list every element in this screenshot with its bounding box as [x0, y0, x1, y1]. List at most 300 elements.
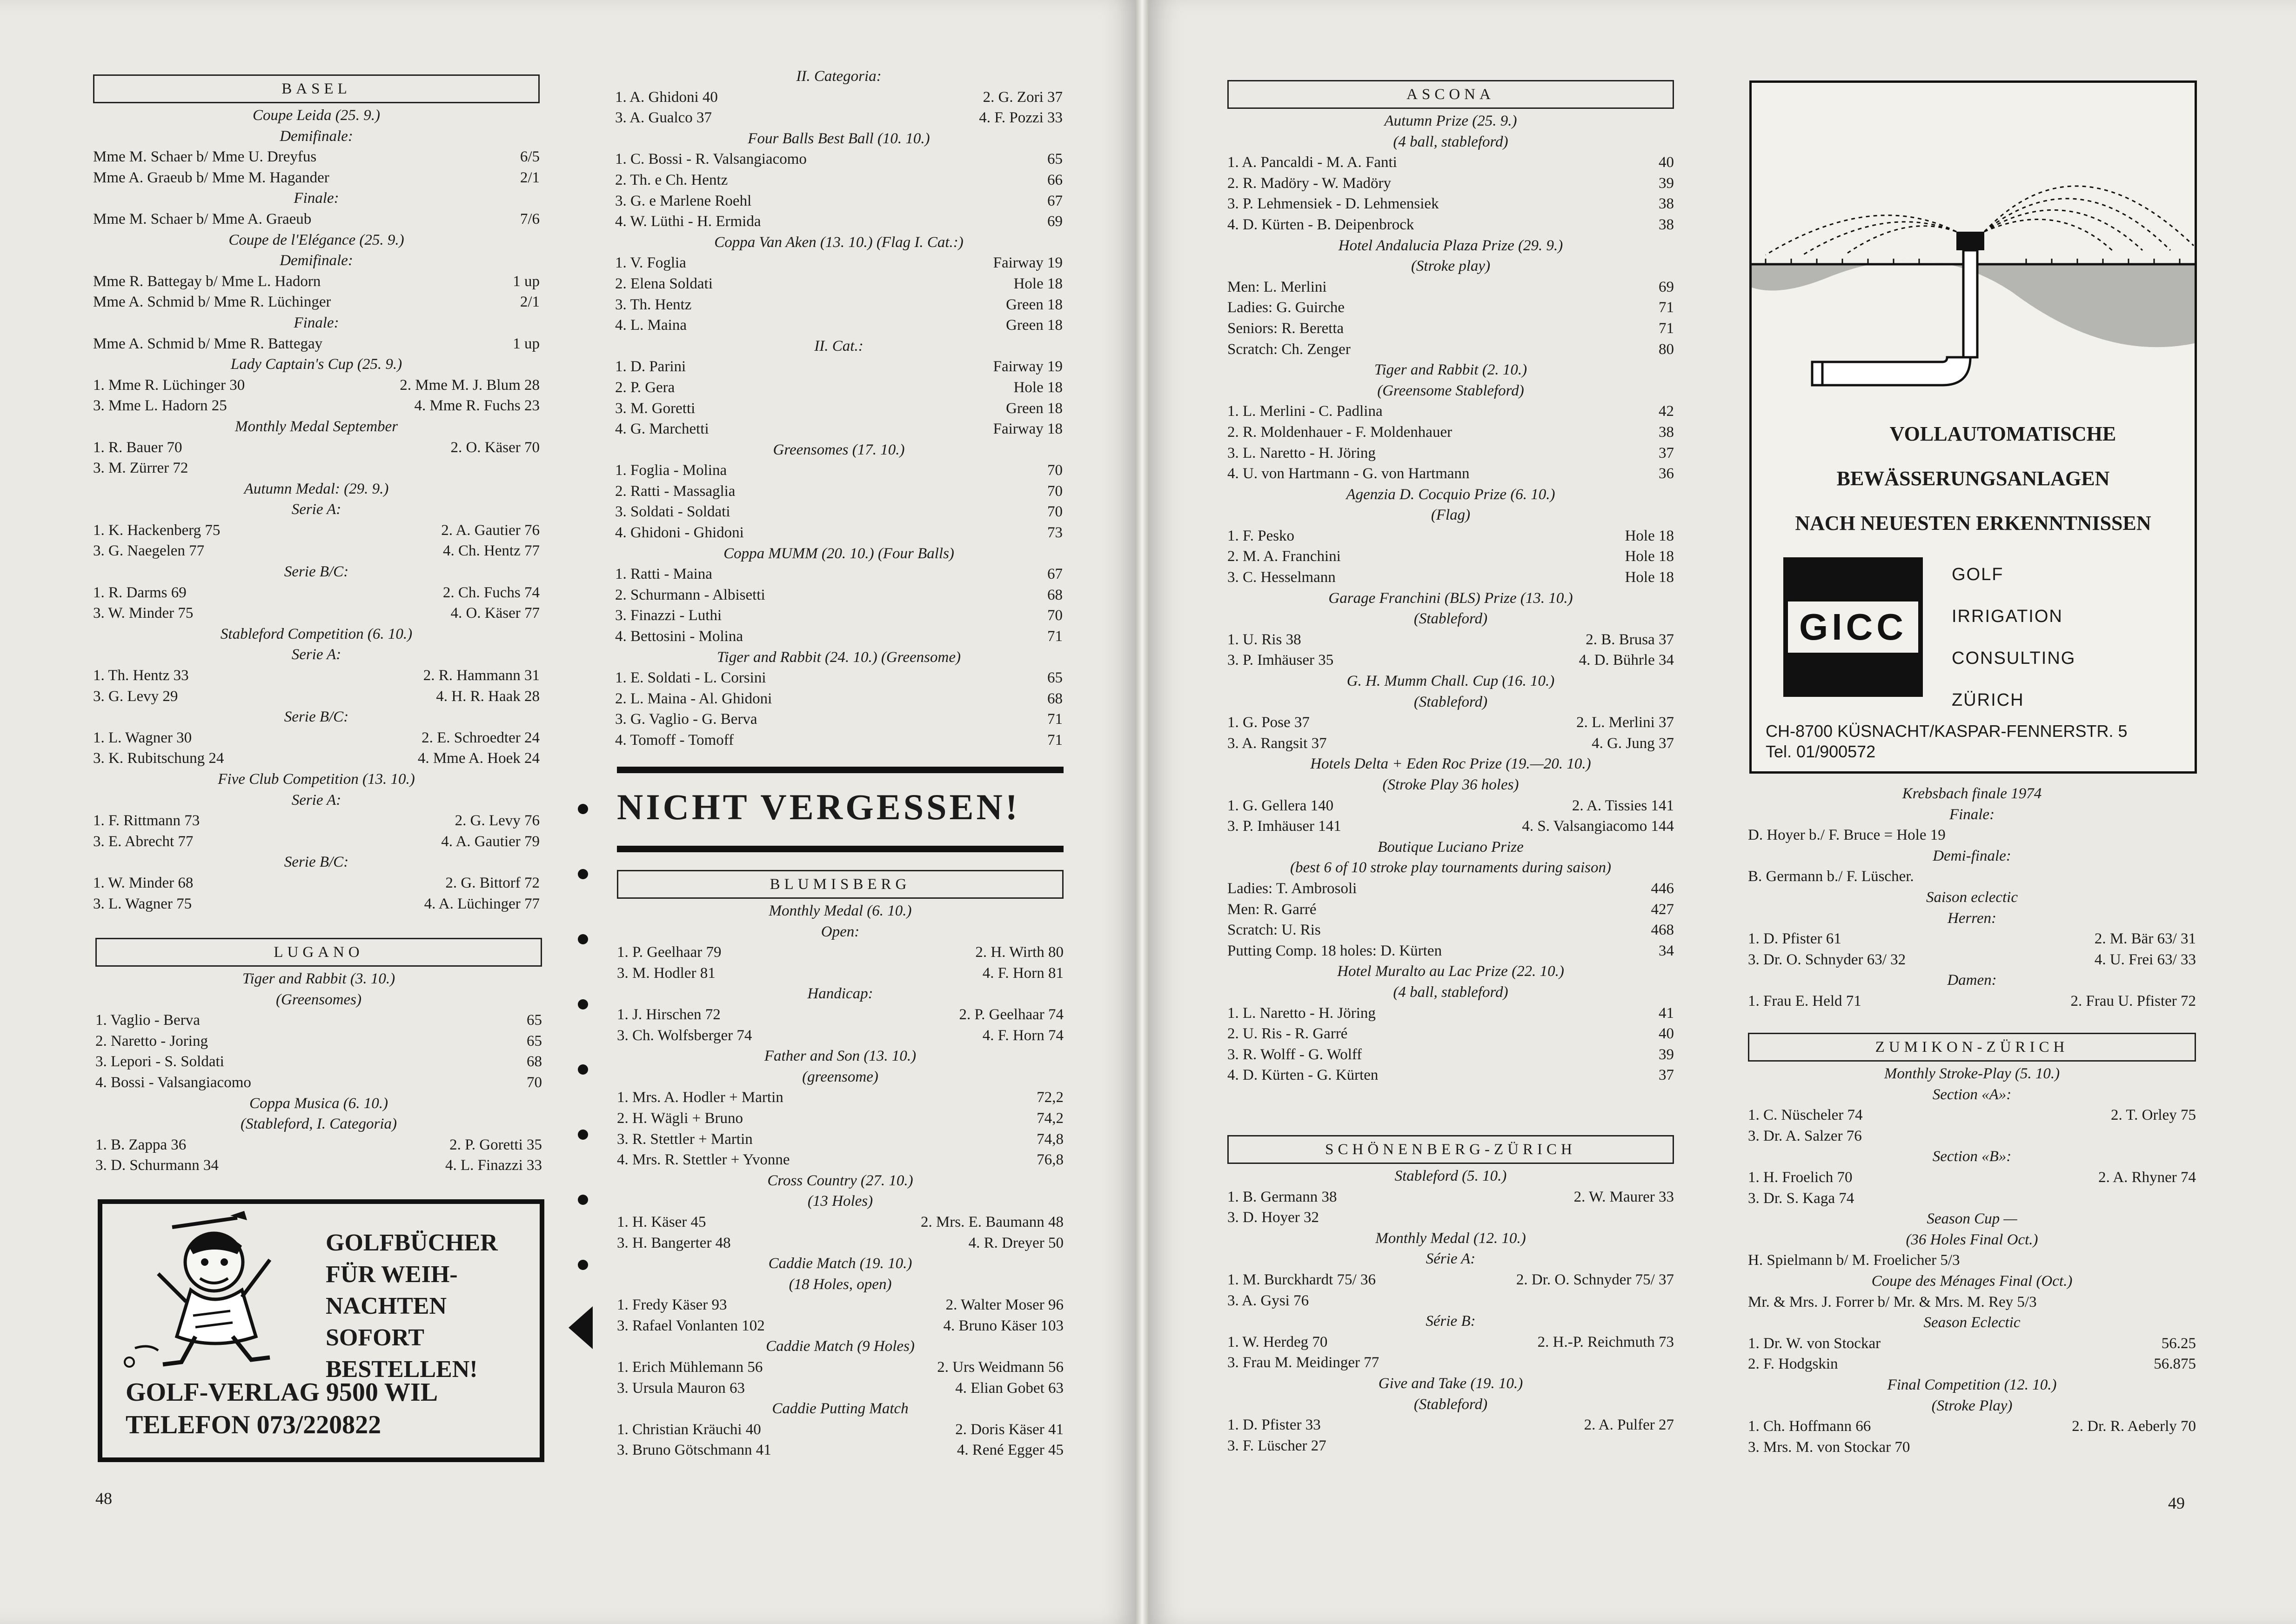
result-entry: 1. D. Parini: [615, 358, 686, 375]
result-entry: 3. Lepori - S. Soldati: [95, 1053, 224, 1070]
section-subheading: Damen:: [1947, 972, 1997, 989]
result-entry: 2. U. Ris - R. Garré: [1227, 1025, 1348, 1043]
blumisberg-column: [617, 870, 1064, 1461]
result-row: [93, 520, 540, 541]
result-row: [615, 398, 1063, 419]
result-entry: 3. R. Stettler + Martin: [617, 1130, 753, 1148]
result-row: [615, 688, 1063, 709]
result-score: Fairway 19: [993, 358, 1063, 375]
result-score: 4. S. Valsangiacomo 144: [1522, 818, 1674, 835]
result-score: Green 18: [1006, 400, 1063, 417]
result-score: 4. L. Finazzi 33: [445, 1157, 542, 1174]
section-subheading: Hotel Muralto au Lac Prize (22. 10.): [1337, 963, 1564, 980]
result-entry: 3. E. Abrecht 77: [93, 833, 194, 850]
result-row: [93, 458, 540, 479]
result-entry: B. Germann b./ F. Lüscher.: [1748, 868, 1914, 885]
section-subheading: Tiger and Rabbit (2. 10.): [1374, 361, 1527, 379]
golf-books-ad: [98, 1199, 544, 1462]
result-entry: 4. L. Maina: [615, 317, 687, 334]
result-score: 68: [1047, 586, 1063, 603]
result-score: 1 up: [513, 273, 540, 290]
rule-bottom: [617, 846, 1064, 852]
result-row: [1227, 1436, 1674, 1457]
result-score: 74,2: [1037, 1109, 1064, 1127]
result-row: [615, 460, 1063, 481]
result-row: [1227, 795, 1674, 816]
result-row: [1227, 1207, 1674, 1228]
result-row: [615, 522, 1063, 543]
section-subheading: Serie A:: [291, 501, 341, 518]
result-entry: 1. H. Käser 45: [617, 1213, 706, 1230]
result-row: [1227, 526, 1674, 547]
result-entry: 1. K. Hackenberg 75: [93, 521, 221, 539]
result-row: [615, 564, 1063, 585]
result-row: [95, 1072, 542, 1093]
result-row: [617, 1149, 1064, 1170]
result-entry: Putting Comp. 18 holes: D. Kürten: [1227, 942, 1442, 959]
result-score: 4. O. Käser 77: [450, 605, 540, 622]
section-subheading: Hotel Andalucia Plaza Prize (29. 9.): [1338, 237, 1563, 254]
section-subheading: (4 ball, stableford): [1393, 133, 1508, 150]
result-row: [93, 665, 540, 686]
gicc-headline-2: BEWÄSSERUNGSANLAGEN: [1836, 467, 2110, 490]
result-row: [93, 292, 540, 313]
result-row: [1748, 1126, 2196, 1147]
result-score: 36: [1659, 465, 1674, 482]
result-row: [1227, 629, 1674, 650]
section-subheading: Stableford (5. 10.): [1394, 1168, 1507, 1184]
result-row: [1227, 297, 1674, 318]
result-entry: 4. Mrs. R. Stettler + Yvonne: [617, 1151, 790, 1169]
result-row: [93, 167, 540, 188]
lugano-continued-column: [615, 66, 1063, 751]
result-score: 468: [1651, 922, 1674, 939]
result-score: 4. Bruno Käser 103: [943, 1317, 1064, 1334]
result-score: 2. O. Käser 70: [450, 439, 540, 456]
result-entry: 3. G. Naegelen 77: [93, 542, 205, 560]
result-row: [615, 107, 1063, 128]
result-row: [93, 541, 540, 561]
result-score: 71: [1047, 628, 1063, 645]
result-entry: 3. D. Schurmann 34: [95, 1157, 219, 1174]
result-entry: 1. R. Bauer 70: [93, 439, 182, 456]
result-score: 4. Ch. Hentz 77: [442, 542, 540, 560]
result-entry: 3. Dr. O. Schnyder 63/ 32: [1748, 951, 1906, 968]
result-entry: 3. P. Lehmensiek - D. Lehmensiek: [1227, 195, 1439, 213]
result-entry: D. Hoyer b./ F. Bruce = Hole 19: [1748, 827, 1946, 844]
result-entry: 1. F. Rittmann 73: [93, 812, 200, 829]
result-row: [1227, 214, 1674, 235]
result-entry: 1. Ratti - Maina: [615, 566, 712, 583]
ad-line: NACHTEN: [326, 1293, 447, 1319]
binder-hole-icon: [578, 1260, 588, 1270]
result-entry: 3. H. Bangerter 48: [617, 1234, 731, 1251]
result-entry: 1. U. Ris 38: [1227, 631, 1301, 648]
zumikon-title: ZUMIKON-ZÜRICH: [1748, 1033, 2196, 1062]
result-entry: 2. Elena Soldati: [615, 275, 713, 292]
result-score: 71: [1047, 711, 1063, 728]
service-word: CONSULTING: [1952, 648, 2076, 668]
result-score: 40: [1659, 1025, 1674, 1043]
page-number-right: 49: [2168, 1494, 2185, 1512]
result-score: 37: [1659, 444, 1674, 461]
service-word: GOLF: [1952, 565, 2004, 584]
result-score: 2. M. Bär 63/ 31: [2094, 930, 2196, 948]
result-row: [617, 1357, 1064, 1378]
section-subheading: II. Categoria:: [796, 68, 882, 85]
result-score: 4. René Egger 45: [957, 1442, 1064, 1459]
section-subheading: (greensome): [802, 1068, 878, 1085]
result-entry: 4. Bettosini - Molina: [615, 628, 743, 645]
section-subheading: Krebsbach finale 1974: [1902, 785, 2042, 802]
result-row: [1227, 339, 1674, 360]
result-score: 56.875: [2154, 1356, 2196, 1373]
result-entry: Mme M. Schaer b/ Mme A. Graeub: [93, 210, 312, 227]
result-score: 4. R. Dreyer 50: [968, 1234, 1064, 1251]
section-subheading: (Stableford, I. Categoria): [240, 1116, 397, 1133]
result-row: [93, 831, 540, 852]
result-entry: 3. Rafael Vonlanten 102: [617, 1317, 765, 1334]
section-subheading: Autumn Prize (25. 9.): [1384, 113, 1517, 129]
schoenenberg-column: [1227, 1135, 1674, 1456]
result-entry: 2. Ratti - Massaglia: [615, 482, 736, 500]
result-entry: Mme M. Schaer b/ Mme U. Dreyfus: [93, 148, 317, 166]
result-row: [93, 686, 540, 707]
result-row: [1227, 173, 1674, 194]
result-score: 2. L. Merlini 37: [1576, 714, 1674, 731]
section-subheading: Demifinale:: [280, 252, 353, 269]
section-subheading: Caddie Match (19. 10.): [768, 1255, 912, 1272]
zumikon-column: [1748, 1033, 2196, 1457]
result-score: 76,8: [1037, 1151, 1064, 1169]
result-score: 4. D. Bührle 34: [1579, 652, 1674, 669]
result-score: 68: [527, 1053, 542, 1070]
result-score: 41: [1659, 1004, 1674, 1022]
result-entry: 4. U. von Hartmann - G. von Hartmann: [1227, 465, 1470, 482]
result-row: [93, 375, 540, 396]
gicc-irrigation-ad: [1749, 80, 2197, 774]
result-score: 4. Elian Gobet 63: [955, 1379, 1064, 1397]
result-entry: 3. L. Wagner 75: [93, 895, 192, 912]
result-row: [1748, 1105, 2196, 1126]
result-entry: 3. Soldati - Soldati: [615, 503, 730, 521]
result-row: [617, 1087, 1064, 1108]
result-score: 72,2: [1037, 1089, 1064, 1106]
result-entry: 3. M. Goretti: [615, 400, 696, 417]
result-row: [1748, 1354, 2196, 1375]
result-entry: 1. R. Darms 69: [93, 584, 187, 601]
ad-line: GOLFBÜCHER: [326, 1230, 498, 1256]
binder-hole-icon: [578, 804, 588, 814]
result-score: 4. A. Gautier 79: [441, 833, 540, 850]
gicc-address: CH-8700 KÜSNACHT/KASPAR-FENNERSTR. 5: [1766, 722, 2128, 741]
section-subheading: Serie B/C:: [284, 854, 349, 871]
result-entry: 2. L. Maina - Al. Ghidoni: [615, 690, 772, 707]
section-subheading: (Greensome Stableford): [1377, 382, 1524, 399]
section-subheading: Serie B/C:: [284, 708, 349, 726]
result-score: 74,8: [1037, 1130, 1064, 1148]
result-entry: 3. R. Wolff - G. Wolff: [1227, 1046, 1362, 1063]
result-entry: Mme A. Graeub b/ Mme M. Hagander: [93, 169, 329, 186]
result-row: [93, 395, 540, 416]
result-row: [1227, 920, 1674, 941]
result-score: 4. F. Horn 74: [982, 1027, 1064, 1044]
result-row: [615, 709, 1063, 730]
section-subheading: Coupe Leida (25. 9.): [252, 107, 381, 124]
result-row: [1227, 733, 1674, 754]
result-entry: 1. M. Burckhardt 75/ 36: [1227, 1271, 1376, 1288]
result-row: [1227, 941, 1674, 962]
section-subheading: Monthly Medal (12. 10.): [1375, 1230, 1526, 1247]
result-entry: 3. M. Hodler 81: [617, 964, 716, 982]
result-row: [615, 585, 1063, 606]
result-entry: 1. Mrs. A. Hodler + Martin: [617, 1089, 783, 1106]
ad-line: FÜR WEIH-: [326, 1261, 458, 1288]
result-score: 2. H.-P. Reichmuth 73: [1537, 1333, 1674, 1350]
section-subheading: (18 Holes, open): [789, 1276, 892, 1293]
schoenenberg-results: [1227, 1166, 1674, 1456]
result-entry: Scratch: Ch. Zenger: [1227, 341, 1351, 358]
result-entry: 2. M. A. Franchini: [1227, 548, 1341, 565]
result-row: [1227, 1065, 1674, 1086]
result-score: Hole 18: [1625, 548, 1674, 565]
result-entry: 3. Dr. A. Salzer 76: [1748, 1127, 1862, 1144]
section-subheading: Hotels Delta + Eden Roc Prize (19.—20. 10.): [1310, 755, 1591, 773]
lugano-title: LUGANO: [95, 938, 542, 967]
result-row: [615, 170, 1063, 191]
result-row: [1227, 1290, 1674, 1311]
result-row: [93, 437, 540, 458]
result-score: Hole 18: [1013, 275, 1063, 292]
result-score: 70: [1047, 462, 1063, 479]
result-entry: 1. L. Wagner 30: [93, 729, 192, 746]
result-score: 80: [1659, 341, 1674, 358]
section-subheading: Serie B/C:: [284, 563, 349, 581]
result-row: [1227, 443, 1674, 464]
result-score: 446: [1651, 880, 1674, 897]
result-row: [93, 209, 540, 230]
result-row: [1748, 1250, 2196, 1271]
section-subheading: Serie A:: [291, 646, 341, 663]
result-row: [1227, 1003, 1674, 1024]
section-subheading: Coupe de l'Elégance (25. 9.): [228, 231, 404, 248]
result-score: 2. H. Wirth 80: [975, 944, 1064, 961]
sprinkler-illustration-icon: [1752, 83, 2195, 436]
section-subheading: Cross Country (27. 10.): [767, 1172, 913, 1189]
result-row: [617, 1129, 1064, 1150]
result-score: 65: [1047, 669, 1063, 687]
result-entry: Men: R. Garré: [1227, 901, 1317, 918]
result-score: 2. B. Brusa 37: [1586, 631, 1674, 648]
result-entry: 3. Ursula Mauron 63: [617, 1379, 745, 1397]
result-entry: 1. Mme R. Lüchinger 30: [93, 376, 245, 394]
result-entry: 3. Th. Hentz: [615, 296, 692, 313]
result-entry: 1. B. Zappa 36: [95, 1136, 187, 1153]
result-row: [1227, 546, 1674, 567]
gicc-phone: Tel. 01/900572: [1766, 742, 1876, 761]
gicc-headline-3: NACH NEUESTEN ERKENNTNISSEN: [1795, 512, 2151, 535]
result-row: [95, 1155, 542, 1176]
ascona-column: [1227, 80, 1674, 1086]
result-row: [617, 1419, 1064, 1440]
section-subheading: Section «B»:: [1932, 1148, 2012, 1165]
result-score: 2. G. Zori 37: [983, 88, 1063, 106]
krebsbach-column: [1748, 783, 2196, 1012]
section-subheading: Autumn Medal: (29. 9.): [244, 480, 389, 497]
result-entry: 3. G. e Marlene Roehl: [615, 192, 752, 209]
result-entry: 4. Ghidoni - Ghidoni: [615, 524, 744, 541]
result-score: 2. Dr. O. Schnyder 75/ 37: [1516, 1271, 1674, 1288]
result-row: [1227, 567, 1674, 588]
result-entry: 1. V. Foglia: [615, 254, 686, 272]
section-subheading: (Flag): [1431, 507, 1471, 524]
gicc-services: [1952, 554, 2075, 721]
result-row: [1227, 712, 1674, 733]
result-score: 4. Mme A. Hoek 24: [417, 750, 540, 767]
result-entry: 2. F. Hodgskin: [1748, 1356, 1838, 1373]
result-entry: 3. W. Minder 75: [93, 605, 194, 622]
result-score: 4. A. Lüchinger 77: [424, 895, 540, 912]
result-entry: 3. A. Gysi 76: [1227, 1292, 1309, 1309]
result-score: 2. T. Orley 75: [2111, 1107, 2196, 1124]
result-row: [615, 605, 1063, 626]
result-entry: 1. Dr. W. von Stockar: [1748, 1335, 1881, 1352]
result-score: 65: [527, 1032, 542, 1049]
section-subheading: Finale:: [1949, 806, 1995, 823]
result-entry: 1. Fredy Käser 93: [617, 1297, 727, 1314]
section-subheading: (36 Holes Final Oct.): [1906, 1231, 2038, 1248]
result-score: Hole 18: [1013, 379, 1063, 396]
result-entry: 3. G. Vaglio - G. Berva: [615, 711, 757, 728]
result-row: [615, 501, 1063, 522]
gicc-logo: [1783, 557, 1923, 697]
result-entry: 4. D. Kürten - B. Deipenbrock: [1227, 216, 1414, 233]
result-score: 6/5: [520, 148, 540, 166]
result-row: [615, 191, 1063, 212]
section-subheading: (best 6 of 10 stroke play tournaments during saison): [1290, 859, 1611, 876]
service-word: ZÜRICH: [1952, 690, 2024, 710]
result-score: 2/1: [520, 294, 540, 311]
section-subheading: Coppa Van Aken (13. 10.) (Flag I. Cat.:): [714, 234, 964, 251]
section-subheading: Monthly Medal (6. 10.): [769, 902, 912, 919]
result-row: [1227, 1187, 1674, 1208]
nicht-vergessen-heading: NICHT VERGESSEN!: [617, 787, 1020, 827]
result-entry: 3. D. Hoyer 32: [1227, 1209, 1319, 1226]
result-row: [93, 728, 540, 749]
result-score: 2. P. Geelhaar 74: [959, 1006, 1064, 1023]
result-row: [617, 1295, 1064, 1316]
result-row: [1227, 1044, 1674, 1065]
result-row: [93, 271, 540, 292]
section-subheading: Coupe des Ménages Final (Oct.): [1871, 1272, 2073, 1290]
result-score: 4. U. Frei 63/ 33: [2094, 951, 2196, 968]
page-number-left: 48: [95, 1489, 112, 1508]
result-row: [1227, 194, 1674, 214]
result-row: [93, 582, 540, 603]
result-entry: 3. A. Rangsit 37: [1227, 735, 1327, 752]
result-entry: 3. G. Levy 29: [93, 688, 178, 705]
section-subheading: Boutique Luciano Prize: [1378, 838, 1524, 855]
result-score: 2. Mrs. E. Baumann 48: [920, 1213, 1064, 1230]
result-score: 2. Urs Weidmann 56: [937, 1359, 1064, 1376]
service-word: IRRIGATION: [1952, 607, 2063, 626]
result-row: [617, 1316, 1064, 1337]
book-gutter: [1135, 0, 1149, 1624]
ascona-title: ASCONA: [1227, 80, 1674, 109]
result-row: [617, 1378, 1064, 1399]
result-score: 39: [1659, 1046, 1674, 1063]
result-score: 70: [1047, 607, 1063, 624]
result-entry: 1. Frau E. Held 71: [1748, 992, 1861, 1009]
result-entry: 3. K. Rubitschung 24: [93, 750, 224, 767]
basel-column: [93, 74, 540, 914]
result-row: [615, 730, 1063, 751]
result-score: 2. P. Goretti 35: [449, 1136, 542, 1153]
result-row: [1748, 1416, 2196, 1437]
result-entry: 2. Naretto - Joring: [95, 1032, 208, 1049]
section-subheading: Handicap:: [807, 985, 873, 1002]
result-entry: 2. R. Moldenhauer - F. Moldenhauer: [1227, 423, 1453, 441]
ad-line: BESTELLEN!: [326, 1356, 478, 1383]
section-subheading: Stableford Competition (6. 10.): [220, 625, 413, 642]
result-entry: 1. D. Pfister 61: [1748, 930, 1841, 948]
result-entry: 2. P. Gera: [615, 379, 675, 396]
result-row: [93, 147, 540, 167]
result-score: 71: [1659, 320, 1674, 337]
result-score: 70: [1047, 503, 1063, 521]
result-row: [617, 1025, 1064, 1046]
result-row: [617, 1440, 1064, 1461]
result-row: [1227, 1415, 1674, 1436]
result-row: [1748, 1437, 2196, 1458]
result-score: 38: [1659, 216, 1674, 233]
section-subheading: Five Club Competition (13. 10.): [218, 771, 415, 788]
result-score: 2. A. Rhyner 74: [2098, 1169, 2196, 1186]
result-row: [617, 1233, 1064, 1254]
result-entry: 3. P. Imhäuser 141: [1227, 818, 1341, 835]
result-score: Green 18: [1006, 317, 1063, 334]
publisher-line: GOLF-VERLAG 9500 WIL: [126, 1378, 438, 1407]
section-subheading: (Greensomes): [276, 991, 361, 1008]
result-entry: 3. P. Imhäuser 35: [1227, 652, 1334, 669]
result-entry: 1. D. Pfister 33: [1227, 1417, 1321, 1434]
result-row: [1748, 991, 2196, 1012]
gicc-headline-1: VOLLAUTOMATISCHE: [1889, 422, 2116, 445]
result-entry: 1. L. Naretto - H. Jöring: [1227, 1004, 1376, 1022]
result-row: [1748, 866, 2196, 887]
result-row: [615, 211, 1063, 232]
result-score: 2. G. Bittorf 72: [445, 874, 540, 891]
golf-books-ad-text: [326, 1227, 498, 1385]
golfer-cartoon-icon: [116, 1209, 302, 1376]
section-subheading: Finale:: [294, 314, 339, 331]
result-entry: 3. F. Lüscher 27: [1227, 1437, 1326, 1454]
ascona-results: [1227, 111, 1674, 1086]
result-entry: 4. D. Kürten - G. Kürten: [1227, 1067, 1379, 1084]
result-entry: 4. G. Marchetti: [615, 421, 709, 438]
result-entry: 1. B. Germann 38: [1227, 1188, 1337, 1205]
section-subheading: Season Cup —: [1927, 1210, 2017, 1228]
result-entry: Mme R. Battegay b/ Mme L. Hadorn: [93, 273, 321, 290]
result-score: 2. A. Tissies 141: [1572, 797, 1674, 814]
result-row: [617, 1004, 1064, 1025]
result-row: [1227, 899, 1674, 920]
result-entry: 1. E. Soldati - L. Corsini: [615, 669, 766, 687]
result-entry: 1. P. Geelhaar 79: [617, 944, 722, 961]
result-score: 38: [1659, 423, 1674, 441]
result-row: [1227, 1332, 1674, 1353]
result-entry: 3. M. Zürrer 72: [93, 460, 188, 477]
